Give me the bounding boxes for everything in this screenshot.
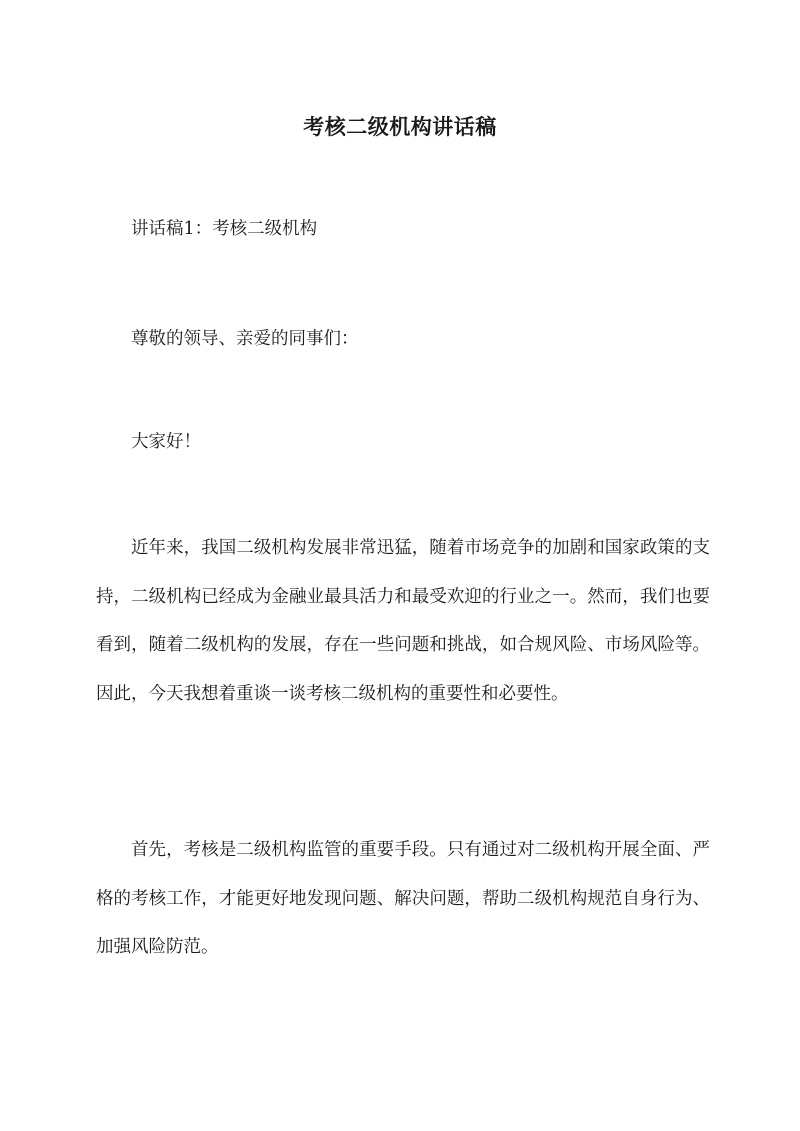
body-paragraph: 首先，考核是二级机构监管的重要手段。只有通过对二级机构开展全面、严格的考核工作，才能更好地发现问题、解决问题，帮助二级机构规范自身行为、加强风险防范。 — [96, 840, 710, 957]
greeting: 大家好！ — [131, 432, 201, 452]
document-title: 考核二级机构讲话稿 — [303, 114, 497, 140]
speech-subtitle: 讲话稿1：考核二级机构 — [131, 219, 318, 239]
body-paragraph: 近年来，我国二级机构发展非常迅猛，随着市场竞争的加剧和国家政策的支持，二级机构已经成为金融业最具活力和最受欢迎的行业之一。然而，我们也要看到，随着二级机构的发展，存在一些问题和挑战，如合规风险、市场风险等。因此，今天我想着重谈一谈考核二级机构的重要性和必要性。 — [96, 538, 710, 704]
salutation: 尊敬的领导、亲爱的同事们： — [131, 329, 359, 349]
